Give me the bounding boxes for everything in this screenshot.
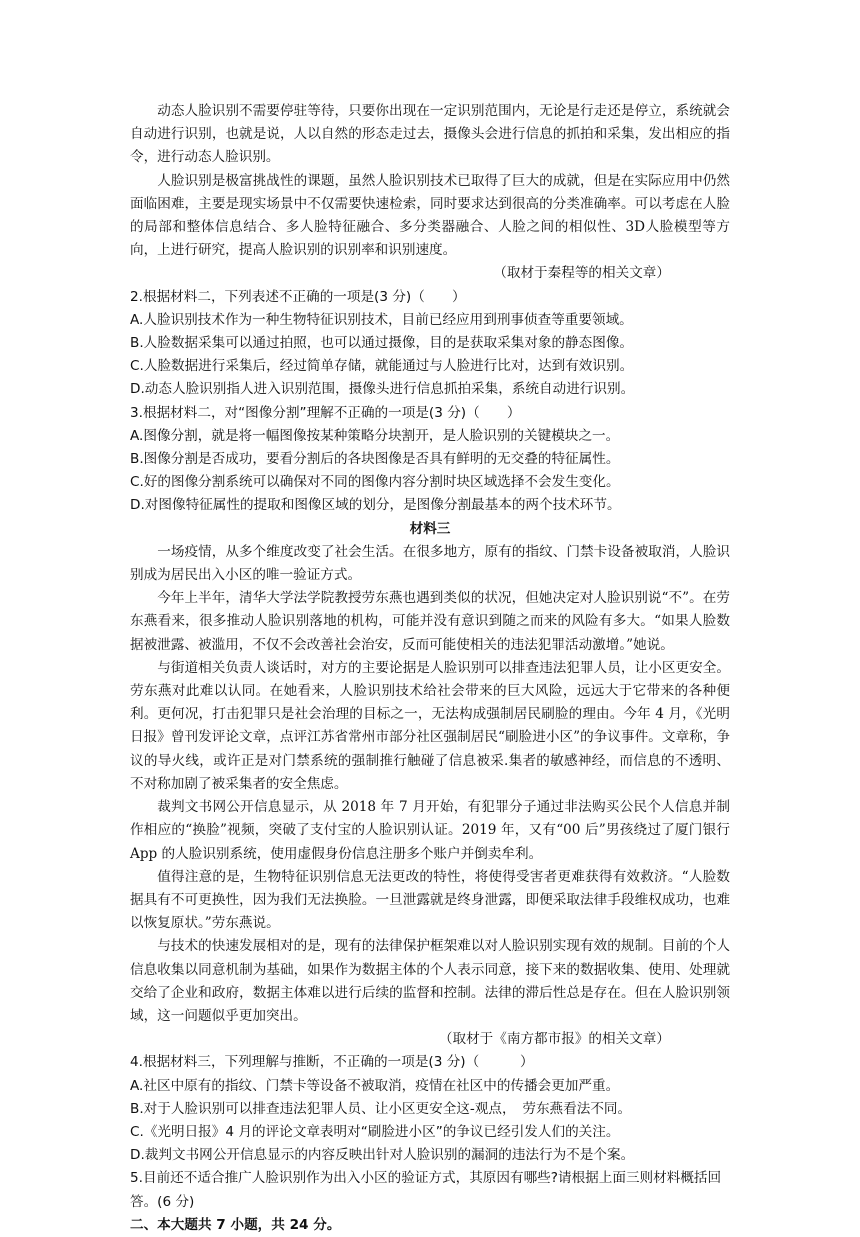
material3-heading: 材料三 xyxy=(409,520,451,537)
material2-source: （取材于秦程等的相关文章） xyxy=(493,265,670,282)
question-option: D.对图像特征属性的提取和图像区域的划分，是图像分割最基本的两个技术环节。 xyxy=(130,497,621,514)
question-stem: 4.根据材料三，下列理解与推断，不正确的一项是(3 分)（ ） xyxy=(130,1054,534,1071)
question-stem: 3.根据材料二，对“图像分割”理解不正确的一项是(3 分)（ ） xyxy=(130,404,521,421)
question-option: B.对于人脸识别可以排查违法犯罪人员、让小区更安全这-观点， 劳东燕看法不同。 xyxy=(130,1100,632,1117)
material3-paragraph: 值得注意的是，生物特征识别信息无法更改的特性，将使得受害者更难获得有效救济。“人脸数据具有不可更换性，因为我们无法换脸。一旦泄露就是终身泄露，即便采取法律手段维权成功，也难以恢复原状。”劳东燕说。 xyxy=(130,868,730,932)
question-stem: 2.根据材料二，下列表述不正确的一项是(3 分)（ ） xyxy=(130,288,466,305)
material3-paragraph: 今年上半年，清华大学法学院教授劳东燕也遇到类似的状况，但她决定对人脸识别说“不”。在劳东燕看来，很多推动人脸识别落地的机构，可能并没有意识到随之而来的风险有多大。“如果人脸数据被泄露、被滥用，不仅不会改善社会治安，反而可能使相关的违法犯罪活动激增。”她说。 xyxy=(130,590,730,653)
material2-paragraph: 人脸识别是极富挑战性的课题，虽然人脸识别技术已取得了巨大的成就，但是在实际应用中仍然面临困难，主要是现实场景中不仅需要快速检索，同时要求达到很高的分类准确率。可以考虑在人脸的局部和整体信息结合、多人脸特征融合、多分类器融合、人脸之间的相似性、3D人脸模型等方向，上进行研究，提高人脸识别的识别率和识别速度。 xyxy=(130,172,730,259)
question-option: C.好的图像分割系统可以确保对不同的图像内容分割时块区域选择不会发生变化。 xyxy=(130,474,620,491)
question-option: A.社区中原有的指纹、门禁卡等设备不被取消，疫情在社区中的传播会更加严重。 xyxy=(130,1077,620,1094)
exam-page xyxy=(130,100,730,1237)
question-stem: 5.目前还不适合推广人脸识别作为出入小区的验证方式，其原因有哪些?请根据上面三则材料概括回答。(6 分) xyxy=(130,1170,722,1210)
question-option: B.人脸数据采集可以通过拍照，也可以通过摄像，目的是获取采集对象的静态图像。 xyxy=(130,335,634,352)
question-option: C.《光明日报》4 月的评论文章表明对“刷脸进小区”的争议已经引发人们的关注。 xyxy=(130,1123,620,1140)
question-option: D.动态人脸识别指人进入识别范围，摄像头进行信息抓拍采集，系统自动进行识别。 xyxy=(130,381,635,398)
question-option: D.裁判文书网公开信息显示的内容反映出针对人脸识别的漏洞的违法行为不是个案。 xyxy=(130,1147,635,1164)
material2-paragraph: 动态人脸识别不需要停驻等待，只要你出现在一定识别范围内，无论是行走还是停立，系统就会自动进行识别，也就是说，人以自然的形态走过去，摄像头会进行信息的抓拍和采集，发出相应的指令，进行动态人脸识别。 xyxy=(130,103,730,166)
material3-source: （取材于《南方都市报》的相关文章） xyxy=(438,1031,670,1048)
question-option: C.人脸数据进行采集后，经过简单存储，就能通过与人脸进行比对，达到有效识别。 xyxy=(130,358,634,375)
material3-paragraph: 与技术的快速发展相对的是，现有的法律保护框架难以对人脸识别实现有效的规制。目前的个人信息收集以同意机制为基础，如果作为数据主体的个人表示同意，接下来的数据收集、使用、处理就交给了企业和政府，数据主体难以进行后续的监督和控制。法律的滞后性总是存在。但在人脸识别领域，这一问题似乎更加突出。 xyxy=(130,938,730,1024)
material3-paragraph: 与街道相关负责人谈话时，对方的主要论据是人脸识别可以排查违法犯罪人员，让小区更安全。劳东燕对此难以认同。在她看来，人脸识别技术给社会带来的巨大风险，远远大于它带来的各种便利。更何况，打击犯罪只是社会治理的目标之一，无法构成强制居民刷脸的理由。今年 4 月，《光明日报》曾刊发评论文章，点评江苏省常州市部分社区强制居民“刷脸进小区”的争议事件。文章称，争议的导火线，或许正是对门禁系统的强制推行触碰了信息被采.集者的敏感神经，而信息的不透明、不对称加剧了被采集者的安全焦虑。 xyxy=(130,659,730,792)
question-option: A.人脸识别技术作为一种生物特征识别技术，目前已经应用到刑事侦查等重要领域。 xyxy=(130,311,633,328)
material3-paragraph: 裁判文书网公开信息显示，从 2018 年 7 月开始，有犯罪分子通过非法购买公民个人信息并制作相应的“换脸”视频，突破了支付宝的人脸识别认证。2019 年，又有“00 后”男孩绕过了厦门银行 App 的人脸识别系统，使用虚假身份信息注册多个账户并倒卖牟利。 xyxy=(130,799,730,862)
material3-paragraph: 一场疫情，从多个维度改变了社会生活。在很多地方，原有的指纹、门禁卡设备被取消，人脸识别成为居民出入小区的唯一验证方式。 xyxy=(130,543,730,584)
question-option: A.图像分割，就是将一幅图像按某种策略分块割开，是人脸识别的关键模块之一。 xyxy=(130,427,620,444)
section-heading: 二、本大题共 7 小题，共 24 分。 xyxy=(130,1216,341,1233)
question-option: B.图像分割是否成功，要看分割后的各块图像是否具有鲜明的无交叠的特征属性。 xyxy=(130,451,620,468)
